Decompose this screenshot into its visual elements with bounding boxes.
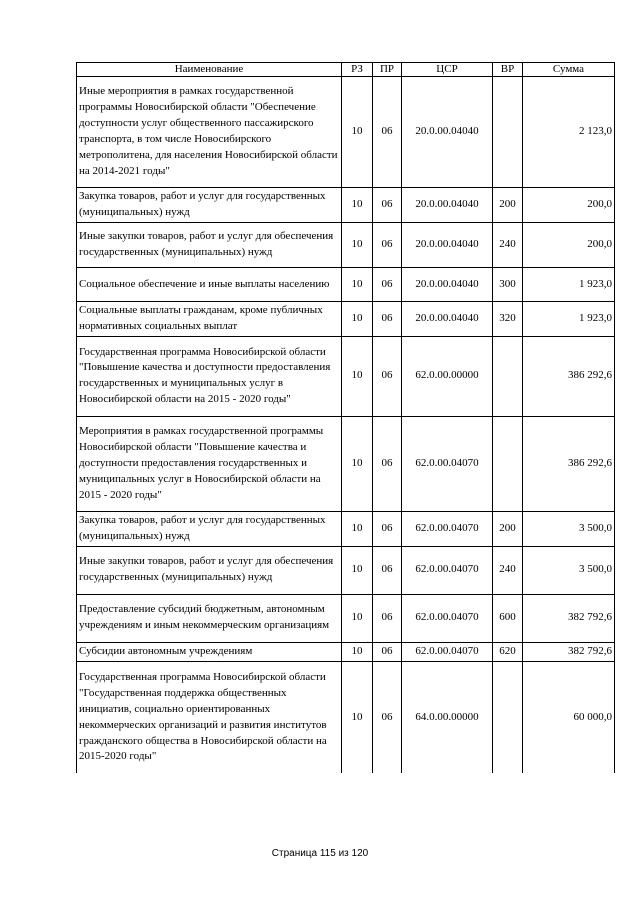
table-row bbox=[77, 188, 615, 223]
row-sum: 1 923,0 bbox=[523, 302, 615, 337]
row-name: Иные закупки товаров, работ и услуг для обеспечения государственных (муниципальных) нужд bbox=[77, 223, 342, 268]
row-csr: 62.0.00.00000 bbox=[402, 336, 493, 416]
row-rz: 10 bbox=[342, 223, 373, 268]
row-rz: 10 bbox=[342, 302, 373, 337]
row-pr: 06 bbox=[373, 188, 402, 223]
table-header-row bbox=[77, 63, 615, 77]
row-name: Социальное обеспечение и иные выплаты населению bbox=[77, 268, 342, 302]
row-rz: 10 bbox=[342, 594, 373, 642]
row-csr: 20.0.00.04040 bbox=[402, 223, 493, 268]
row-csr: 20.0.00.04040 bbox=[402, 188, 493, 223]
header-csr: ЦСР bbox=[402, 63, 493, 77]
row-name: Государственная программа Новосибирской области "Государственная поддержка общественных инициатив, социально ориентированных некоммерческих организаций и развития институтов гражданского общества в Новосибирской области на 2015-2020 годы" bbox=[77, 661, 342, 773]
row-pr: 06 bbox=[373, 416, 402, 511]
row-name: Государственная программа Новосибирской области "Повышение качества и доступности предоставления государственных и муниципальных услуг в Новосибирской области на 2015 - 2020 годы" bbox=[77, 336, 342, 416]
row-sum: 386 292,6 bbox=[523, 336, 615, 416]
row-sum: 386 292,6 bbox=[523, 416, 615, 511]
row-rz: 10 bbox=[342, 511, 373, 546]
row-csr: 62.0.00.04070 bbox=[402, 642, 493, 661]
row-name: Социальные выплаты гражданам, кроме публичных нормативных социальных выплат bbox=[77, 302, 342, 337]
row-vr: 600 bbox=[493, 594, 523, 642]
row-name: Закупка товаров, работ и услуг для государственных (муниципальных) нужд bbox=[77, 511, 342, 546]
row-rz: 10 bbox=[342, 77, 373, 188]
row-vr: 240 bbox=[493, 546, 523, 594]
row-vr: 320 bbox=[493, 302, 523, 337]
row-vr: 200 bbox=[493, 511, 523, 546]
row-sum: 60 000,0 bbox=[523, 661, 615, 773]
table-row bbox=[77, 223, 615, 268]
row-sum: 2 123,0 bbox=[523, 77, 615, 188]
row-pr: 06 bbox=[373, 642, 402, 661]
table-row bbox=[77, 661, 615, 773]
row-csr: 64.0.00.00000 bbox=[402, 661, 493, 773]
row-rz: 10 bbox=[342, 188, 373, 223]
row-pr: 06 bbox=[373, 511, 402, 546]
row-rz: 10 bbox=[342, 661, 373, 773]
table-row bbox=[77, 77, 615, 188]
row-vr: 300 bbox=[493, 268, 523, 302]
table-row bbox=[77, 336, 615, 416]
row-vr: 200 bbox=[493, 188, 523, 223]
table-row bbox=[77, 302, 615, 337]
header-name: Наименование bbox=[77, 63, 342, 77]
budget-table bbox=[76, 62, 615, 773]
row-sum: 200,0 bbox=[523, 188, 615, 223]
row-csr: 20.0.00.04040 bbox=[402, 268, 493, 302]
row-sum: 200,0 bbox=[523, 223, 615, 268]
header-pr: ПР bbox=[373, 63, 402, 77]
row-name: Закупка товаров, работ и услуг для государственных (муниципальных) нужд bbox=[77, 188, 342, 223]
row-name: Мероприятия в рамках государственной программы Новосибирской области "Повышение качества и доступности предоставления государственных и муниципальных услуг в Новосибирской области на 2015 - 2020 годы" bbox=[77, 416, 342, 511]
row-csr: 62.0.00.04070 bbox=[402, 594, 493, 642]
page-number: Страница 115 из 120 bbox=[271, 848, 369, 859]
row-vr bbox=[493, 661, 523, 773]
row-name: Иные мероприятия в рамках государственной программы Новосибирской области "Обеспечение доступности услуг общественного пассажирского транспорта, в том числе Новосибирского метрополитена, для населения Новосибирской области на 2014-2021 годы" bbox=[77, 77, 342, 188]
header-vr: ВР bbox=[493, 63, 523, 77]
row-pr: 06 bbox=[373, 77, 402, 188]
row-csr: 62.0.00.04070 bbox=[402, 546, 493, 594]
row-vr bbox=[493, 336, 523, 416]
row-pr: 06 bbox=[373, 546, 402, 594]
row-rz: 10 bbox=[342, 642, 373, 661]
row-vr bbox=[493, 77, 523, 188]
table-row bbox=[77, 268, 615, 302]
row-rz: 10 bbox=[342, 546, 373, 594]
table-row bbox=[77, 416, 615, 511]
table-row bbox=[77, 642, 615, 661]
row-sum: 3 500,0 bbox=[523, 546, 615, 594]
table-row bbox=[77, 546, 615, 594]
row-csr: 20.0.00.04040 bbox=[402, 77, 493, 188]
row-vr bbox=[493, 416, 523, 511]
row-vr: 240 bbox=[493, 223, 523, 268]
row-pr: 06 bbox=[373, 594, 402, 642]
row-pr: 06 bbox=[373, 661, 402, 773]
row-pr: 06 bbox=[373, 302, 402, 337]
row-pr: 06 bbox=[373, 336, 402, 416]
row-csr: 20.0.00.04040 bbox=[402, 302, 493, 337]
row-csr: 62.0.00.04070 bbox=[402, 416, 493, 511]
row-vr: 620 bbox=[493, 642, 523, 661]
row-sum: 382 792,6 bbox=[523, 642, 615, 661]
row-rz: 10 bbox=[342, 336, 373, 416]
row-sum: 1 923,0 bbox=[523, 268, 615, 302]
header-sum: Сумма bbox=[523, 63, 615, 77]
row-sum: 382 792,6 bbox=[523, 594, 615, 642]
row-rz: 10 bbox=[342, 416, 373, 511]
row-csr: 62.0.00.04070 bbox=[402, 511, 493, 546]
row-pr: 06 bbox=[373, 268, 402, 302]
table-row bbox=[77, 511, 615, 546]
row-name: Иные закупки товаров, работ и услуг для обеспечения государственных (муниципальных) нужд bbox=[77, 546, 342, 594]
row-name: Предоставление субсидий бюджетным, автономным учреждениям и иным некоммерческим организациям bbox=[77, 594, 342, 642]
row-name: Субсидии автономным учреждениям bbox=[77, 642, 342, 661]
row-sum: 3 500,0 bbox=[523, 511, 615, 546]
row-pr: 06 bbox=[373, 223, 402, 268]
table-row bbox=[77, 594, 615, 642]
header-rz: РЗ bbox=[342, 63, 373, 77]
row-rz: 10 bbox=[342, 268, 373, 302]
